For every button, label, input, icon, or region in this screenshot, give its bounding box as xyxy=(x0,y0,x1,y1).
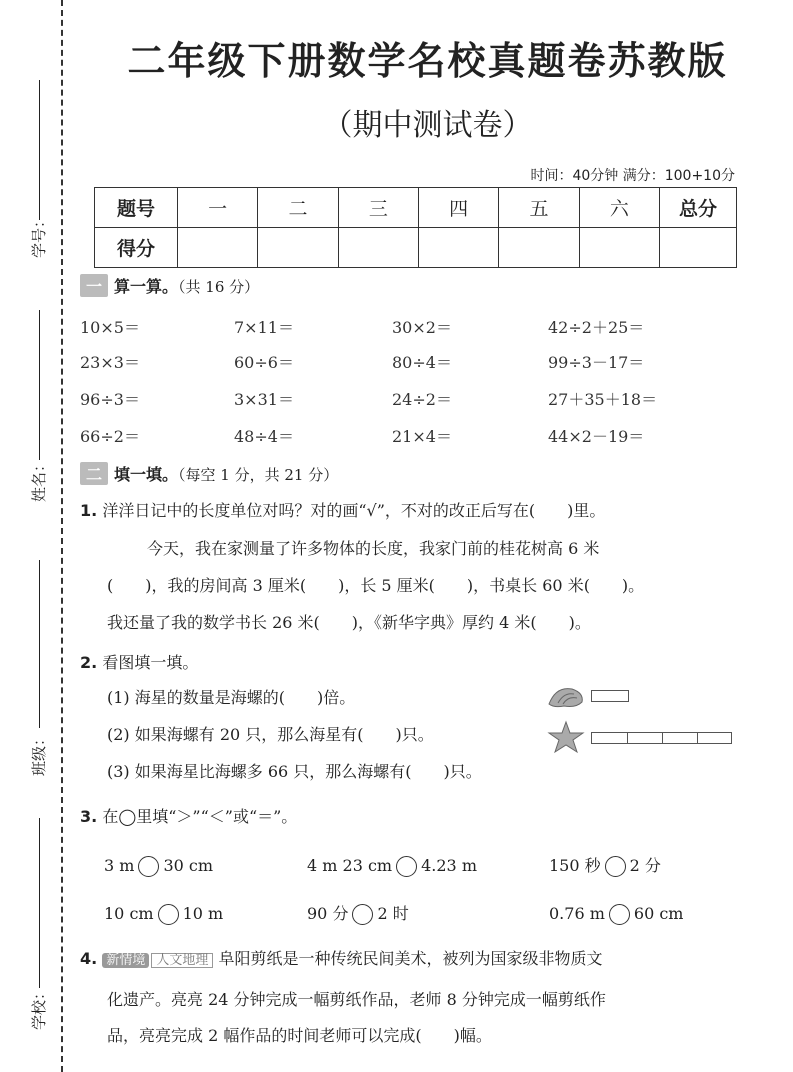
page-title: 二年级下册数学名校真题卷苏教版 xyxy=(127,39,728,83)
compare-left: 10 cm xyxy=(104,904,154,923)
section-1-heading xyxy=(80,274,259,297)
score-header-cell: 三 xyxy=(338,188,418,228)
compare-right: 2 分 xyxy=(629,856,661,875)
calc-item: 48÷4＝ xyxy=(234,427,294,446)
question-text: (1) 海星的数量是海螺的( )倍。 xyxy=(107,688,356,707)
calc-item: 96÷3＝ xyxy=(80,390,140,409)
question-text: 看图填一填。 xyxy=(102,653,199,672)
compare-circle[interactable] xyxy=(352,904,373,925)
score-cell[interactable] xyxy=(258,228,338,268)
question-3 xyxy=(80,809,297,825)
calc-item: 42÷2＋25＝ xyxy=(548,318,645,337)
question-text: 化遗产。亮亮 24 分钟完成一幅剪纸作品，老师 8 分钟完成一幅剪纸作 xyxy=(107,990,606,1009)
bar-segment-divider xyxy=(697,733,698,743)
score-header-cell: 题号 xyxy=(95,188,178,228)
compare-item xyxy=(104,904,223,925)
score-header-cell: 四 xyxy=(418,188,498,228)
compare-right: 10 m xyxy=(182,904,224,923)
compare-circle[interactable] xyxy=(138,856,159,877)
cut-line xyxy=(61,0,63,1072)
score-cell[interactable] xyxy=(418,228,498,268)
compare-item xyxy=(549,904,683,925)
question-number: 4. xyxy=(80,949,98,968)
compare-right: 2 时 xyxy=(377,904,409,923)
humanities-geography-tag: 人文地理 xyxy=(151,953,213,968)
calc-item: 23×3＝ xyxy=(80,353,140,372)
compare-item xyxy=(104,856,213,877)
section-2-heading xyxy=(80,462,338,485)
compare-circle[interactable] xyxy=(605,856,626,877)
compare-left: 4 m 23 cm xyxy=(307,856,393,875)
question-text: (3) 如果海星比海螺多 66 只，那么海螺有( )只。 xyxy=(107,762,482,781)
score-table-header-row xyxy=(95,188,737,228)
section-title: 算一算。 xyxy=(114,277,179,296)
calc-item: 24÷2＝ xyxy=(392,390,452,409)
bar-segment-divider xyxy=(627,733,628,743)
compare-item xyxy=(307,904,409,925)
score-header-cell: 总分 xyxy=(660,188,737,228)
question-text: 洋洋日记中的长度单位对吗？对的画“√”，不对的改正后写在( )里。 xyxy=(102,501,606,520)
score-header-cell: 六 xyxy=(579,188,659,228)
question-1 xyxy=(80,503,605,519)
compare-left: 3 m xyxy=(104,856,135,875)
score-table-row xyxy=(95,228,737,268)
name-label: 姓名： xyxy=(30,456,48,502)
section-title: 填一填。 xyxy=(114,465,179,484)
compare-left: 0.76 m xyxy=(549,904,605,923)
score-cell[interactable] xyxy=(338,228,418,268)
question-text: 今天，我在家测量了许多物体的长度，我家门前的桂花树高 6 米 xyxy=(147,539,600,558)
score-table xyxy=(94,187,737,268)
shell-bar xyxy=(591,690,629,702)
question-text: ( )，我的房间高 3 厘米( )，长 5 厘米( )，书桌长 60 米( )。 xyxy=(107,576,645,595)
calc-item: 60÷6＝ xyxy=(234,353,294,372)
student-id-label: 学号： xyxy=(30,212,48,258)
question-number: 1. xyxy=(80,501,98,520)
score-cell[interactable] xyxy=(178,228,258,268)
calc-item: 27＋35＋18＝ xyxy=(548,390,658,409)
compare-circle[interactable] xyxy=(158,904,179,925)
binding-margin xyxy=(0,0,62,1072)
starfish-icon xyxy=(546,720,586,754)
question-text: 在◯里填“＞”“＜”或“＝”。 xyxy=(102,807,298,826)
section-badge: 一 xyxy=(80,274,108,297)
page-subtitle: （期中测试卷） xyxy=(322,108,533,143)
question-text: 品，亮亮完成 2 幅作品的时间老师可以完成( )幅。 xyxy=(107,1026,492,1045)
question-2 xyxy=(80,655,198,671)
calc-item: 3×31＝ xyxy=(234,390,294,409)
compare-circle[interactable] xyxy=(609,904,630,925)
calc-item: 10×5＝ xyxy=(80,318,140,337)
section-badge: 二 xyxy=(80,462,108,485)
student-id-line xyxy=(39,80,40,220)
score-cell[interactable] xyxy=(579,228,659,268)
score-header-cell: 五 xyxy=(499,188,579,228)
compare-left: 90 分 xyxy=(307,904,349,923)
compare-left: 150 秒 xyxy=(549,856,601,875)
calc-item: 21×4＝ xyxy=(392,427,452,446)
class-label: 班级： xyxy=(30,730,48,776)
school-line xyxy=(39,818,40,988)
question-number: 3. xyxy=(80,807,98,826)
class-line xyxy=(39,560,40,728)
score-cell[interactable] xyxy=(660,228,737,268)
question-text: 阜阳剪纸是一种传统民间美术，被列为国家级非物质文 xyxy=(218,949,603,968)
score-cell[interactable] xyxy=(499,228,579,268)
compare-right: 4.23 m xyxy=(421,856,477,875)
question-4 xyxy=(80,951,602,968)
question-text: 我还量了我的数学书长 26 米( )，《新华字典》厚约 4 米( )。 xyxy=(107,613,591,632)
calc-item: 7×11＝ xyxy=(234,318,294,337)
school-label: 学校： xyxy=(30,984,48,1030)
bar-segment-divider xyxy=(662,733,663,743)
name-line xyxy=(39,310,40,460)
compare-item xyxy=(307,856,477,877)
starfish-bar xyxy=(591,732,732,744)
score-header-cell: 二 xyxy=(258,188,338,228)
calc-item: 44×2－19＝ xyxy=(548,427,645,446)
compare-circle[interactable] xyxy=(396,856,417,877)
calc-item: 80÷4＝ xyxy=(392,353,452,372)
calc-item: 99÷3－17＝ xyxy=(548,353,645,372)
score-header-cell: 一 xyxy=(178,188,258,228)
new-context-tag: 新情境 xyxy=(102,953,149,968)
question-text: (2) 如果海螺有 20 只，那么海星有( )只。 xyxy=(107,725,434,744)
calc-item: 30×2＝ xyxy=(392,318,452,337)
section-score-note: （每空 1 分，共 21 分） xyxy=(178,466,339,484)
time-info: 时间：40分钟 满分：100+10分 xyxy=(530,168,735,184)
compare-right: 60 cm xyxy=(633,904,684,923)
compare-item xyxy=(549,856,661,877)
calc-item: 66÷2＝ xyxy=(80,427,140,446)
question-number: 2. xyxy=(80,653,98,672)
conch-shell-icon xyxy=(546,684,586,710)
compare-right: 30 cm xyxy=(163,856,214,875)
section-score-note: （共 16 分） xyxy=(178,278,260,296)
score-row-label: 得分 xyxy=(95,228,178,268)
